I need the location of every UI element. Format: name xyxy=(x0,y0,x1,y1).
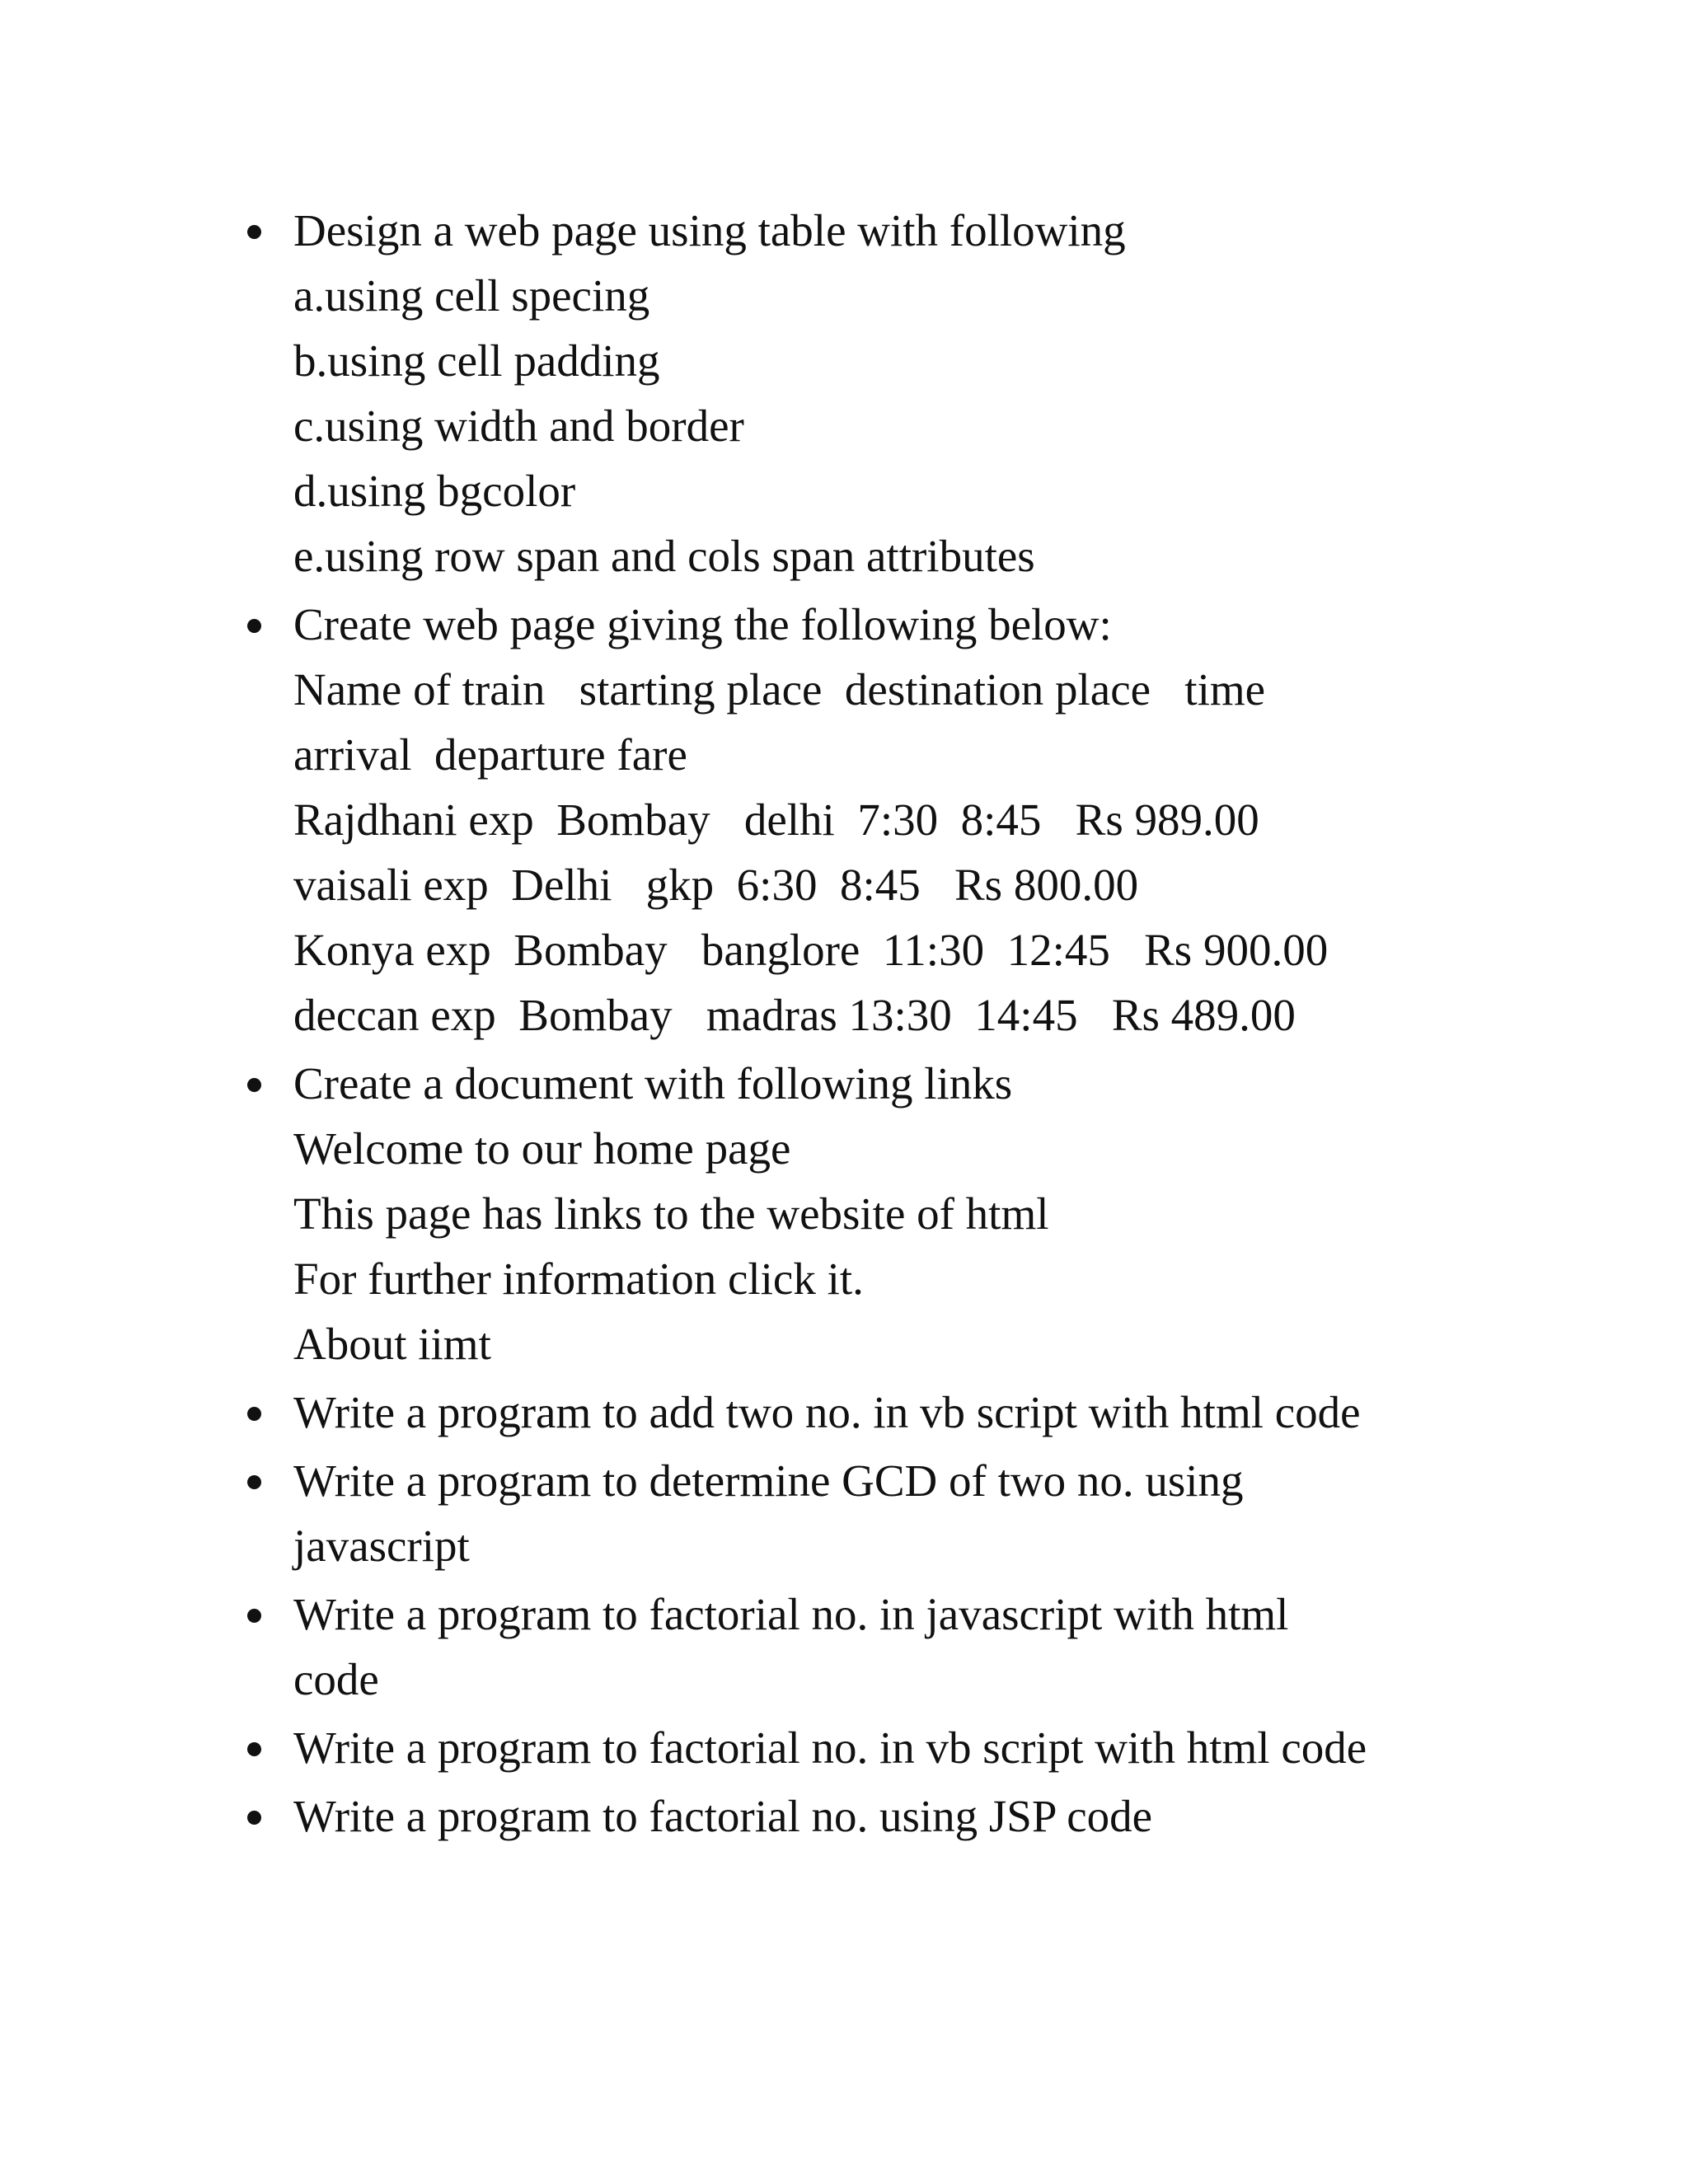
bullet-icon xyxy=(247,1475,261,1489)
bullet-icon xyxy=(247,1078,261,1092)
item-line: d.using bgcolor xyxy=(293,466,576,516)
item-line: deccan exp Bombay madras 13:30 14:45 Rs 489.00 xyxy=(293,990,1296,1040)
item-line: vaisali exp Delhi gkp 6:30 8:45 Rs 800.00 xyxy=(293,860,1139,910)
list-item xyxy=(247,1448,1533,1578)
bullet-icon xyxy=(247,619,261,633)
item-line: Create a document with following links xyxy=(293,1058,1013,1108)
item-line: This page has links to the website of html xyxy=(293,1188,1049,1239)
item-line: a.using cell specing xyxy=(293,270,650,321)
list-item xyxy=(247,1715,1533,1780)
item-line: b.using cell padding xyxy=(293,335,660,386)
item-line: Name of train starting place destination place time xyxy=(293,664,1266,715)
item-line: For further information click it. xyxy=(293,1254,864,1304)
item-line: arrival departure fare xyxy=(293,729,687,780)
item-line: Write a program to determine GCD of two no. using xyxy=(293,1455,1244,1506)
item-line: Write a program to factorial no. in javascript with html xyxy=(293,1589,1289,1639)
list-item xyxy=(247,1051,1533,1376)
item-line: Konya exp Bombay banglore 11:30 12:45 Rs 900.00 xyxy=(293,925,1329,975)
item-line: Rajdhani exp Bombay delhi 7:30 8:45 Rs 989.00 xyxy=(293,794,1259,845)
item-line: Write a program to add two no. in vb script with html code xyxy=(293,1387,1361,1437)
item-line: Create web page giving the following below: xyxy=(293,599,1112,649)
bullet-icon xyxy=(247,1811,261,1825)
item-line: Design a web page using table with following xyxy=(293,205,1126,255)
bullet-icon xyxy=(247,1407,261,1421)
list-item xyxy=(247,1582,1533,1712)
list-item xyxy=(247,198,1533,588)
bullet-icon xyxy=(247,1609,261,1623)
item-line: Welcome to our home page xyxy=(293,1123,791,1174)
item-line: javascript xyxy=(293,1521,470,1571)
item-line: code xyxy=(293,1654,379,1704)
task-list xyxy=(247,198,1533,1849)
list-item xyxy=(247,592,1533,1047)
item-line: e.using row span and cols span attributes xyxy=(293,531,1035,581)
bullet-icon xyxy=(247,225,261,239)
list-item xyxy=(247,1783,1533,1849)
list-item xyxy=(247,1380,1533,1445)
item-line: Write a program to factorial no. using JSP code xyxy=(293,1791,1153,1841)
item-line: About iimt xyxy=(293,1319,491,1369)
item-line: Write a program to factorial no. in vb script with html code xyxy=(293,1722,1367,1773)
bullet-icon xyxy=(247,1742,261,1756)
item-line: c.using width and border xyxy=(293,401,744,451)
